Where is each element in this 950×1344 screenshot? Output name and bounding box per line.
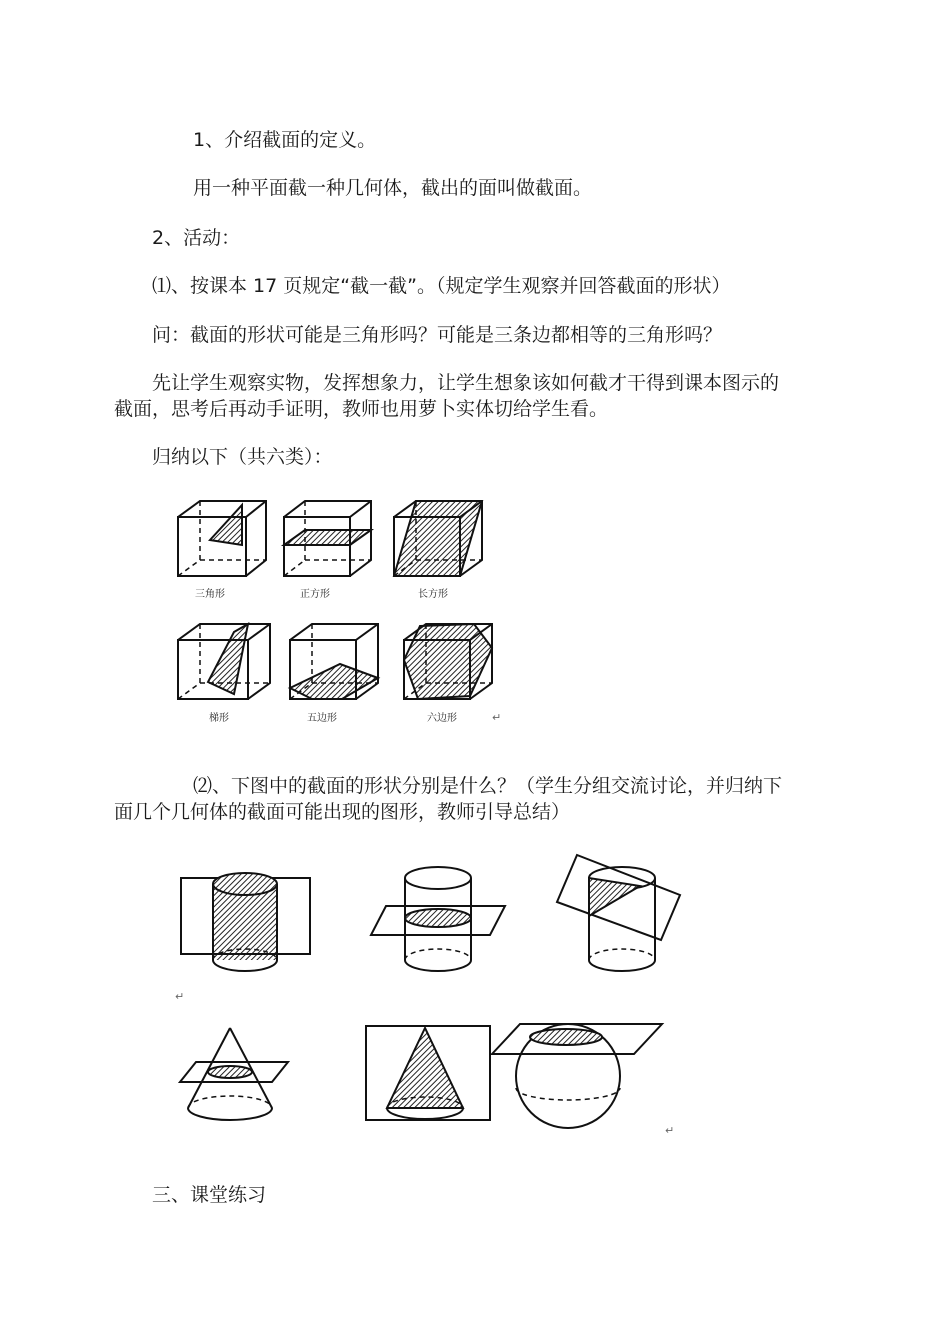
caption-rectangle: 长方形 bbox=[418, 589, 448, 600]
caption-pentagon: 五边形 bbox=[307, 713, 337, 724]
paragraph-practice-heading: 三、课堂练习 bbox=[152, 1184, 267, 1206]
cube-rectangle-figure bbox=[394, 501, 482, 576]
paragraph-activity-2-line1: ⑵、下图中的截面的形状分别是什么？（学生分组交流讨论，并归纳下 bbox=[193, 775, 783, 797]
paragraph-definition: 用一种平面截一种几何体，截出的面叫做截面。 bbox=[193, 177, 593, 199]
caption-square: 正方形 bbox=[300, 589, 330, 600]
paragraph-mark: ↵ bbox=[492, 711, 502, 724]
paragraph-activity-2-line2: 面几个几何体的截面可能出现的图形，教师引导总结） bbox=[114, 801, 571, 823]
paragraph-activity-1: ⑴、按课本 17 页规定“截一截”。（规定学生观察并回答截面的形状） bbox=[152, 275, 731, 297]
caption-hexagon: 六边形 bbox=[427, 713, 457, 724]
cylinder-oblique-section-figure bbox=[557, 855, 680, 971]
cone-vertical-section-figure bbox=[366, 1026, 490, 1120]
caption-triangle: 三角形 bbox=[195, 589, 225, 600]
cube-trapezoid-figure bbox=[178, 624, 270, 699]
paragraph-definition-heading: 1、介绍截面的定义。 bbox=[193, 129, 377, 151]
paragraph-observe-line1: 先让学生观察实物，发挥想象力，让学生想象该如何截才干得到课本图示的 bbox=[152, 372, 780, 394]
cylinder-horizontal-section-figure bbox=[371, 867, 505, 971]
paragraph-question: 问：截面的形状可能是三角形吗？可能是三条边都相等的三角形吗？ bbox=[152, 324, 723, 346]
paragraph-observe-line2: 截面，思考后再动手证明，教师也用萝卜实体切给学生看。 bbox=[114, 398, 609, 420]
caption-trapezoid: 梯形 bbox=[209, 713, 229, 724]
cube-square-figure bbox=[284, 501, 371, 576]
cube-pentagon-figure bbox=[290, 624, 378, 699]
cone-horizontal-section-figure bbox=[180, 1028, 288, 1120]
cube-hexagon-figure bbox=[404, 624, 492, 699]
paragraph-mark: ↵ bbox=[175, 990, 185, 1003]
paragraph-mark: ↵ bbox=[665, 1124, 675, 1137]
paragraph-summary-heading: 归纳以下（共六类）： bbox=[152, 446, 333, 468]
sphere-section-figure bbox=[492, 1024, 662, 1128]
cube-triangle-figure bbox=[178, 501, 266, 576]
paragraph-activity-heading: 2、活动： bbox=[152, 227, 241, 249]
cylinder-vertical-section-figure bbox=[181, 873, 310, 971]
